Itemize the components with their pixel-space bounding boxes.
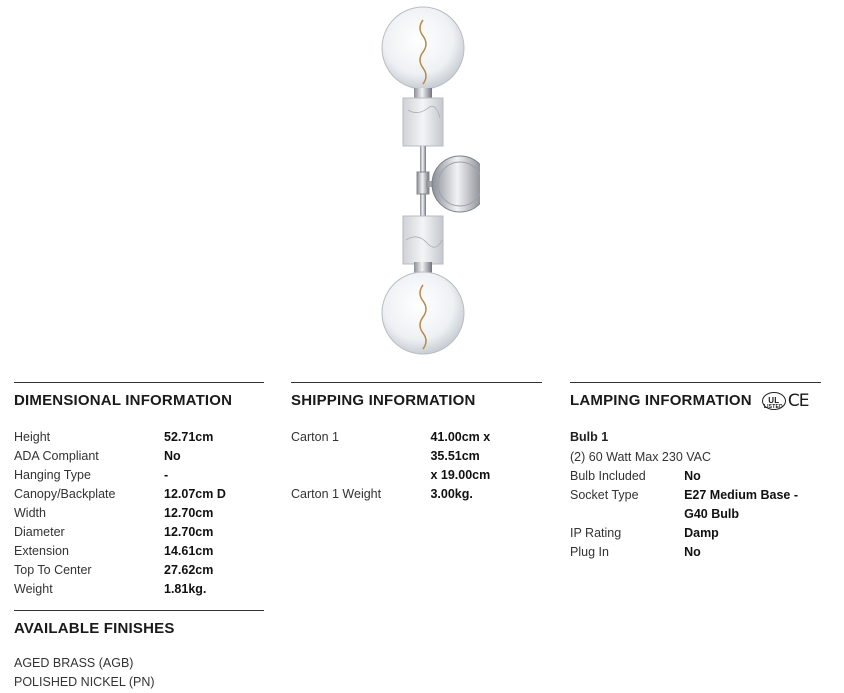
lamping-rows (570, 467, 821, 562)
spec-value: 12.07cm D (164, 487, 226, 501)
spec-row (14, 466, 264, 485)
spec-value: 12.70cm (164, 525, 214, 539)
section-title-row (570, 390, 821, 412)
spec-value: 1.81kg. (164, 582, 207, 596)
finish-item: AGED BRASS (AGB) (14, 656, 134, 670)
finishes-section (14, 610, 264, 692)
spec-row (14, 523, 264, 542)
divider (291, 382, 542, 383)
spec-row (14, 504, 264, 523)
bulb-description: (2) 60 Watt Max 230 VAC (570, 450, 712, 464)
spec-value: E27 Medium Base - G40 Bulb (684, 488, 799, 521)
ul-listed-icon (762, 392, 786, 410)
ul-mark-text: UL (768, 396, 780, 405)
spec-label: IP Rating (570, 526, 622, 540)
spec-label: ADA Compliant (14, 449, 99, 463)
spec-value: 52.71cm (164, 430, 214, 444)
product-image (370, 0, 480, 362)
spec-row (14, 447, 264, 466)
certification-marks (762, 392, 809, 410)
spec-value: No (684, 469, 701, 483)
spec-label: Socket Type (570, 488, 639, 502)
spec-label: Extension (14, 544, 69, 558)
spec-label: Carton 1 Weight (291, 487, 382, 501)
spec-row (570, 543, 821, 562)
spec-label: Width (14, 506, 46, 520)
spec-label: Hanging Type (14, 468, 91, 482)
spec-label: Weight (14, 582, 53, 596)
spec-value: Damp (684, 526, 719, 540)
spec-row (291, 428, 542, 485)
spec-row (570, 486, 821, 524)
spec-label: Height (14, 430, 51, 444)
spec-label: Bulb Included (570, 469, 646, 483)
spec-value: No (684, 545, 701, 559)
spec-value: 12.70cm (164, 506, 214, 520)
spec-value-line: 41.00cm x 35.51cm (430, 430, 491, 463)
spec-value: - (164, 468, 169, 482)
finish-item: POLISHED NICKEL (PN) (14, 675, 155, 689)
spec-label: Plug In (570, 545, 609, 559)
spec-value-line: x 19.00cm (430, 468, 491, 482)
spec-row (14, 542, 264, 561)
spec-row (14, 561, 264, 580)
dimensional-rows (14, 428, 264, 599)
section-title: DIMENSIONAL INFORMATION (14, 392, 233, 409)
spec-value: 14.61cm (164, 544, 214, 558)
ce-mark-icon: CE (787, 391, 809, 411)
section-title: AVAILABLE FINISHES (14, 620, 175, 637)
spec-label: Carton 1 (291, 430, 339, 444)
spec-row (570, 467, 821, 486)
spec-value: No (164, 449, 181, 463)
divider (14, 610, 264, 611)
lamping-section (570, 382, 821, 562)
bulb-title: Bulb 1 (570, 430, 609, 444)
spec-row (14, 580, 264, 599)
spec-label: Top To Center (14, 563, 92, 577)
dimensional-section (14, 382, 264, 599)
spec-row (291, 485, 542, 504)
spec-value: 3.00kg. (430, 487, 473, 501)
ul-listed-text: LISTED (763, 404, 783, 410)
finishes-list (14, 654, 264, 692)
shipping-section (291, 382, 542, 504)
divider (14, 382, 264, 383)
spec-value (430, 428, 542, 485)
spec-value: 27.62cm (164, 563, 214, 577)
spec-label: Canopy/Backplate (14, 487, 116, 501)
section-title: LAMPING INFORMATION (570, 392, 752, 409)
spec-row (570, 524, 821, 543)
divider (570, 382, 821, 383)
spec-row (14, 485, 264, 504)
spec-label: Diameter (14, 525, 65, 539)
spec-row (14, 428, 264, 447)
section-title: SHIPPING INFORMATION (291, 392, 476, 409)
